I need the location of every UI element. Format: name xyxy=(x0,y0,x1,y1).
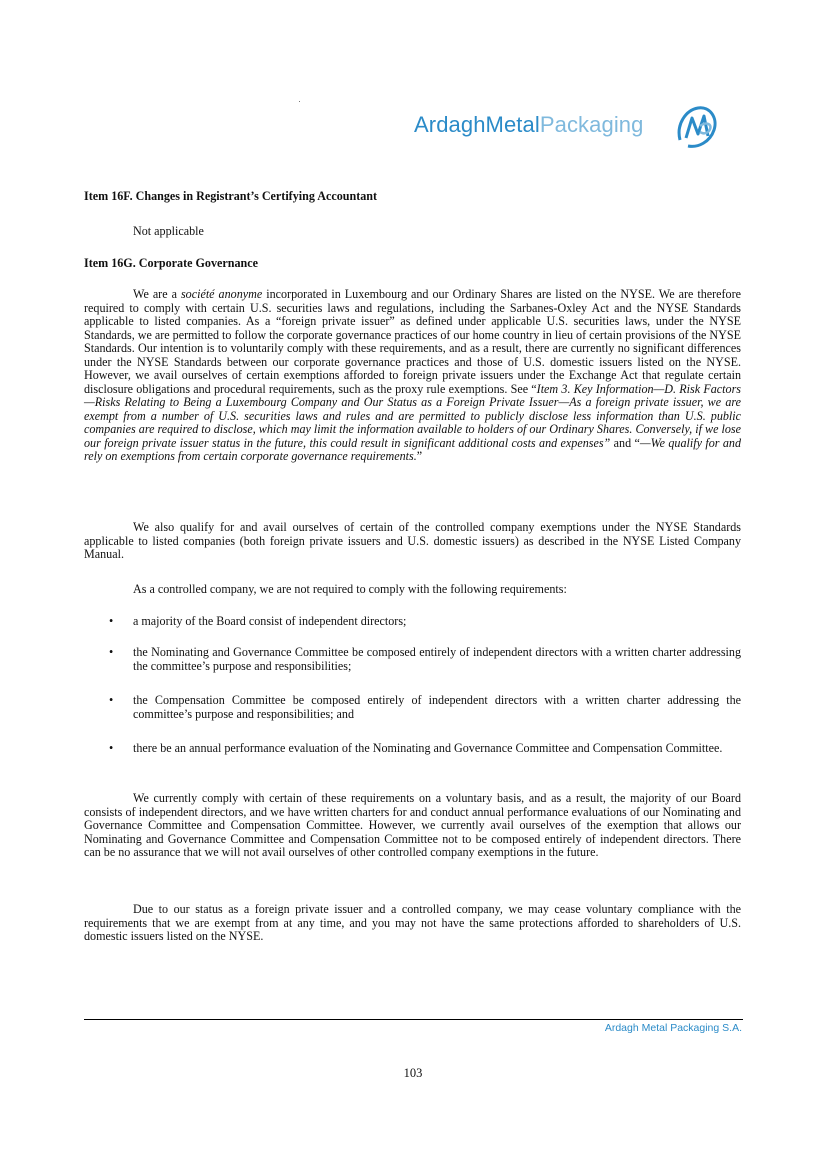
list-item-text: the Nominating and Governance Committee be composed entirely of independent directors with a written charter addressing the committee’s purpose and responsibilities; xyxy=(133,645,741,673)
item16g-heading: Item 16G. Corporate Governance xyxy=(84,256,258,270)
item16f-heading: Item 16F. Changes in Registrant’s Certifying Accountant xyxy=(84,189,378,203)
page-number: 103 xyxy=(403,1066,423,1080)
company-logo xyxy=(414,104,724,150)
list-item-text: the Compensation Committee be composed entirely of independent directors with a written charter addressing the committee’s purpose and responsibilities; and xyxy=(133,693,741,721)
logo-wordmark xyxy=(414,112,643,138)
logo-word-light: Packaging xyxy=(539,112,644,137)
bullet-symbol: • xyxy=(109,614,114,628)
governance-paragraph-4: We currently comply with certain of these requirements on a voluntary basis, and as a result, the majority of our Board consists of independent directors, and we have written charters for and conduct annual performance evaluations of our Nominating and Governance Committee and Compensation Committee. However, we currently avail ourselves of the exemption that allows our Nominating and Governance Committee and Compensation Committee not to be composed entirely of independent directors. There can be no assurance that we will not avail ourselves of other controlled company exemptions in the future. xyxy=(84,791,741,859)
list-item-text: there be an annual performance evaluation of the Nominating and Governance Committee and Compensation Committee. xyxy=(133,741,723,755)
logo-word-bold: ArdaghMetal xyxy=(414,112,540,137)
governance-paragraph-1: We are a société anonyme incorporated in Luxembourg and our Ordinary Shares are listed on the NYSE. We are therefore required to comply with certain U.S. securities laws and regulations, including the Sarbanes-Oxley Act and the NYSE Standards applicable to listed companies. As a “foreign private issuer” as defined under applicable U.S. securities laws, under the NYSE Standards, we are permitted to follow the corporate governance practices of our home country in lieu of certain provisions of the NYSE Standards. Our intention is to voluntarily comply with these requirements, and as a result, there are currently no significant differences under the NYSE Standards between our corporate governance practices and those of U.S. domestic issuers listed on the NYSE. However, we avail ourselves of certain exemptions afforded to foreign private issuers under the Exchange Act that regulate certain disclosure obligations and procedural requirements, such as the proxy rule exemptions. See “Item 3. Key Information—D. Risk Factors—Risks Relating to Being a Luxembourg Company and Our Status as a Foreign Private Issuer—As a foreign private issuer, we are exempt from a number of U.S. securities laws and rules and are permitted to publicly disclose less information than U.S. public companies are required to disclose, which may limit the information available to holders of our Ordinary Shares. Conversely, if we lose our foreign private issuer status in the future, this could result in significant additional costs and expenses” and “—We qualify for and rely on exemptions from certain corporate governance requirements.” xyxy=(84,287,741,463)
footer-company-name: Ardagh Metal Packaging S.A. xyxy=(604,1022,742,1034)
item16f-body: Not applicable xyxy=(133,224,204,238)
bullet-symbol: • xyxy=(109,741,114,755)
footer-rule xyxy=(84,1019,743,1020)
logo-emblem-icon xyxy=(672,104,720,150)
governance-paragraph-2: We also qualify for and avail ourselves of certain of the controlled company exemptions under the NYSE Standards applicable to listed companies (both foreign private issuers and U.S. domestic issuers) as described in the NYSE Listed Company Manual. xyxy=(84,520,741,561)
list-item-text: a majority of the Board consist of independent directors; xyxy=(133,614,407,628)
governance-paragraph-3: As a controlled company, we are not required to comply with the following requirements: xyxy=(133,582,567,596)
bullet-symbol: • xyxy=(109,645,114,659)
bullet-symbol: • xyxy=(109,693,114,707)
stray-mark xyxy=(299,101,300,102)
governance-paragraph-5: Due to our status as a foreign private issuer and a controlled company, we may cease voluntary compliance with the requirements that we are exempt from at any time, and you may not have the same protections afforded to shareholders of U.S. domestic issuers listed on the NYSE. xyxy=(84,902,741,943)
